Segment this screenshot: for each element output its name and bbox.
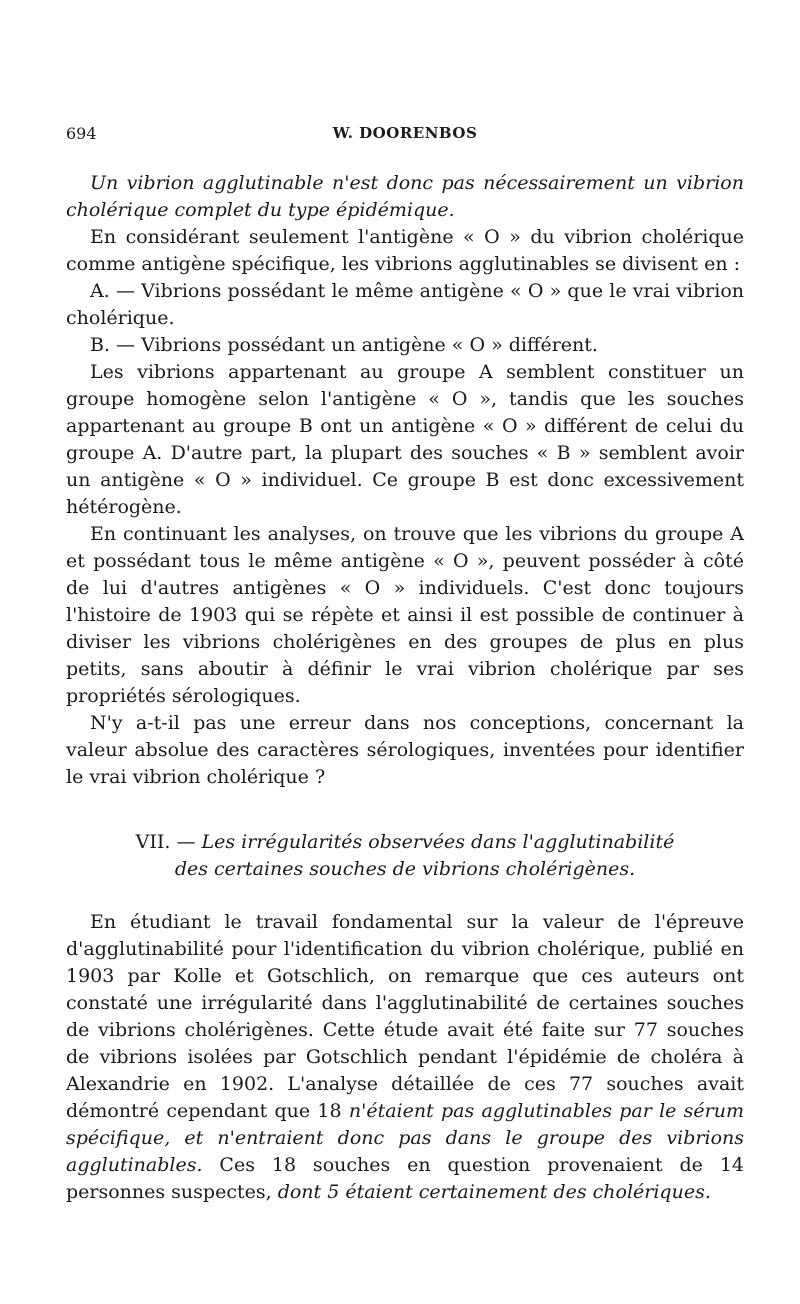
- list-item-group-a: A. — Vibrions possédant le même antigène « O » que le vrai vibrion cholérique.: [66, 280, 744, 329]
- section-number: VII. —: [135, 831, 196, 853]
- paragraph-conclusion-italic: Un vibrion agglutinable n'est donc pas nécessairement un vibrion cholérique complet du type épidémique.: [66, 172, 744, 221]
- paragraph-continuing-analyses: En continuant les analyses, on trouve que les vibrions du groupe A et possédant tous le même antigène « O », peuvent posséder à côté de lui d'autres antigènes « O » individuels. C'est donc toujours l'histoire de 1903 qui se répète et ainsi il est possible de continuer à diviser les vibrions cholérigènes en des groupes de plus en plus petits, sans aboutir à définir le vrai vibrion cholérique par ses propriétés sérologiques.: [66, 523, 744, 707]
- section-heading-line1: [66, 829, 744, 856]
- running-head: W. DOORENBOS: [332, 124, 478, 142]
- paragraph-question: N'y a-t-il pas une erreur dans nos conceptions, concernant la valeur absolue des caractères sérologiques, inventées pour identifier le vrai vibrion cholérique ?: [66, 712, 744, 788]
- page-header: [66, 124, 744, 148]
- final-text-italic-cholera: dont 5 étaient certainement des cholériques.: [277, 1181, 711, 1203]
- section-title-line2: des certaines souches de vibrions cholérigènes.: [174, 858, 636, 880]
- paragraph-groups-description: Les vibrions appartenant au groupe A semblent constituer un groupe homogène selon l'antigène « O », tandis que les souches appartenant au groupe B ont un antigène « O » différent de celui du groupe A. D'autre part, la plupart des souches « B » semblent avoir un antigène « O » individuel. Ce groupe B est donc excessivement hétérogène.: [66, 361, 744, 518]
- page-number: 694: [66, 124, 97, 143]
- final-text-part1: En étudiant le travail fondamental sur la valeur de l'épreuve d'agglutinabilité pour l'identification du vibrion cholérique, publié en 1903 par Kolle et Gotschlich, on remarque que ces auteurs ont constaté une irrégularité dans l'agglutinabilité de certaines souches de vibrions cholérigènes. Cette étude avait été faite sur 77 souches de vibrions isolées par Gotschlich pendant l'épidémie de choléra à Alexandrie en 1902. L'analyse détaillée de ces 77 souches avait démontré cependant que 18: [66, 911, 744, 1122]
- paragraph-antigen-division: En considérant seulement l'antigène « O » du vibrion cholérique comme antigène spécifique, les vibrions agglutinables se divisent en :: [66, 226, 744, 275]
- list-item-group-b: B. — Vibrions possédant un antigène « O » différent.: [90, 334, 598, 356]
- final-text-part3: Ces 18 souches en question provenaient de 14 personnes suspectes,: [66, 1154, 744, 1203]
- section-heading: [66, 829, 744, 883]
- spacer: [66, 883, 744, 909]
- final-text-italic-agglutination: n'étaient pas agglutinables par le sérum spécifique, et n'entraient donc pas dans le groupe des vibrions agglutinables.: [66, 1100, 745, 1176]
- paragraph-kolle-gotschlich: [66, 909, 744, 1206]
- section-title-line1: Les irrégularités observées dans l'agglutinabilité: [201, 831, 675, 853]
- body-text: [66, 170, 744, 1206]
